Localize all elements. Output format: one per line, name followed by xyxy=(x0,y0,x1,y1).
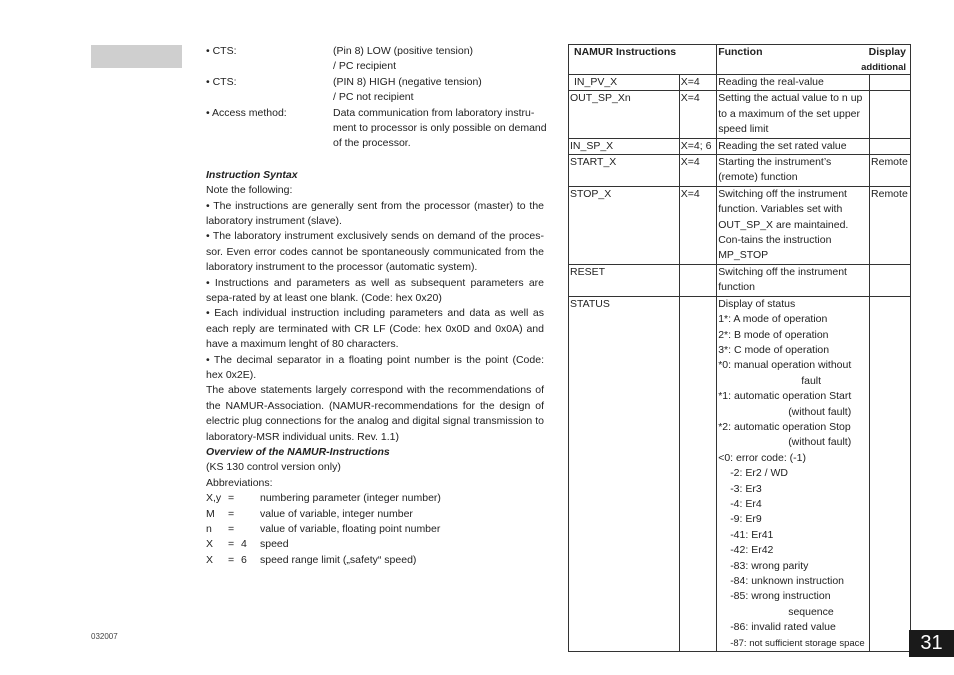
function-cell: Reading the real-value xyxy=(717,75,870,91)
display-cell xyxy=(870,75,911,91)
display-cell: Remote xyxy=(870,186,911,264)
syntax-intro: Note the following: xyxy=(206,184,293,197)
abbr-symbol: n xyxy=(206,523,212,536)
status-line: -83: wrong parity xyxy=(730,559,809,572)
access-label: • Access method: xyxy=(206,106,287,119)
instruction-syntax-heading: Instruction Syntax xyxy=(206,168,298,181)
page-number: 31 xyxy=(909,630,954,657)
function-cell: Setting the actual value to n up to a maximum of the set upper speed limit xyxy=(717,91,870,138)
status-line: (without fault) xyxy=(788,436,852,449)
syntax-bullet: • The instructions are generally sent from the processor (master) to the laboratory instrument (slave). xyxy=(206,199,544,227)
status-line: 2*: B mode of operation xyxy=(718,328,829,341)
param-cell: X=4 xyxy=(679,186,716,264)
status-line: -87: not sufficient storage space xyxy=(730,637,865,649)
access-row xyxy=(206,106,544,121)
status-line: Display of status xyxy=(718,297,796,310)
cts-value: (Pin 8) LOW (positive tension) xyxy=(333,45,474,57)
left-column xyxy=(206,44,547,568)
instruction-cell xyxy=(569,75,680,91)
status-line: *2: automatic operation Stop xyxy=(718,420,851,433)
instruction-name: IN_PV_X xyxy=(574,76,618,88)
param-cell xyxy=(679,296,716,651)
cts-low-row-2 xyxy=(206,59,544,74)
status-function-cell xyxy=(717,296,870,651)
status-line: 3*: C mode of operation xyxy=(718,343,830,356)
header-display-label: Display xyxy=(868,46,906,58)
syntax-bullet: • Instructions and parameters as well as subsequent parameters are sepa-rated by at least one blank. (Code: hex 0x20) xyxy=(206,276,544,304)
abbr-equals: = xyxy=(228,492,235,505)
instruction-cell: RESET xyxy=(569,264,680,296)
instruction-cell: START_X xyxy=(569,155,680,187)
param-cell: X=4 xyxy=(679,91,716,138)
abbreviation-row xyxy=(206,507,544,522)
display-cell: Remote xyxy=(870,155,911,187)
abbr-description: speed range limit („safety“ speed) xyxy=(260,553,417,566)
header-function-display xyxy=(717,45,911,75)
param-cell: X=4 xyxy=(679,155,716,187)
status-line: *1: automatic operation Start xyxy=(718,390,852,403)
abbreviation-row xyxy=(206,553,544,568)
status-line: -85: wrong instruction xyxy=(730,590,831,603)
instruction-cell: STOP_X xyxy=(569,186,680,264)
table-row xyxy=(569,264,911,296)
table-row xyxy=(569,186,911,264)
abbr-symbol: M xyxy=(206,507,215,520)
function-cell: Switching off the instrument function xyxy=(717,264,870,296)
overview-heading: Overview of the NAMUR-Instructions xyxy=(206,446,390,459)
status-line: -4: Er4 xyxy=(730,497,762,510)
status-line: -41: Er41 xyxy=(730,528,774,541)
abbr-number: 6 xyxy=(241,553,247,566)
status-line: -9: Er9 xyxy=(730,513,762,526)
section-marker-bar xyxy=(91,45,182,68)
display-cell xyxy=(870,138,911,154)
display-cell xyxy=(870,296,911,651)
abbreviation-row xyxy=(206,522,544,537)
abbr-equals: = xyxy=(228,523,235,536)
status-line: fault xyxy=(801,374,822,387)
access-row-2 xyxy=(206,121,547,136)
instruction-cell: OUT_SP_Xn xyxy=(569,91,680,138)
abbreviation-row xyxy=(206,491,544,506)
status-line: -2: Er2 / WD xyxy=(730,467,788,480)
table-row xyxy=(569,155,911,187)
status-line: sequence xyxy=(788,605,834,618)
cts-value: / PC not recipient xyxy=(333,91,414,104)
access-row-3 xyxy=(206,136,544,151)
abbr-symbol: X xyxy=(206,553,214,566)
status-row xyxy=(569,296,911,651)
status-line: -3: Er3 xyxy=(730,482,762,495)
cts-high-row xyxy=(206,75,544,90)
status-line: <0: error code: (-1) xyxy=(718,451,807,464)
header-display-sub: additional xyxy=(861,62,906,73)
access-text: Data communication from laboratory instru- xyxy=(333,106,535,119)
display-cell xyxy=(870,91,911,138)
abbr-equals: = xyxy=(228,538,235,551)
syntax-bullet: • The decimal separator in a floating point number is the point (Code: hex 0x2E). xyxy=(206,353,544,382)
table-row xyxy=(569,138,911,154)
abbr-description: value of variable, integer number xyxy=(260,507,413,520)
namur-instructions-table xyxy=(568,44,911,652)
function-cell: Starting the instrument’s (remote) function xyxy=(717,155,870,187)
abbr-description: speed xyxy=(260,538,289,551)
abbreviations-title: Abbreviations: xyxy=(206,476,273,489)
abbr-equals: = xyxy=(228,507,235,520)
header-function-label: Function xyxy=(718,46,763,58)
status-line: (without fault) xyxy=(788,405,852,418)
abbr-description: numbering parameter (integer number) xyxy=(260,492,441,505)
access-text: of the processor. xyxy=(333,137,411,150)
table-row xyxy=(569,91,911,138)
table-row xyxy=(569,75,911,91)
cts-high-row-2 xyxy=(206,90,544,105)
status-line: -86: invalid rated value xyxy=(730,621,836,634)
cts-value: / PC recipient xyxy=(333,60,397,73)
cts-label: • CTS: xyxy=(206,75,237,88)
access-text: ment to processor is only possible on demand xyxy=(333,121,547,134)
abbreviation-row xyxy=(206,537,544,552)
syntax-bullet: • Each individual instruction including parameters and data as well as each reply are terminated with CR LF (Code: hex 0x0D and 0x0A) and have a maximum lenght of 80 characters. xyxy=(206,307,544,351)
abbr-symbol: X,y xyxy=(206,492,222,505)
status-line: -42: Er42 xyxy=(730,544,774,557)
instruction-cell: STATUS xyxy=(569,296,680,651)
abbr-symbol: X xyxy=(206,538,214,551)
status-line: -84: unknown instruction xyxy=(730,575,845,587)
status-line: *0: manual operation without xyxy=(718,359,852,372)
syntax-closing: The above statements largely correspond with the recommendations of the NAMUR-Association. (NAMUR-recommendations for the design of electric plug connections for the analog and digital signal transmission to laboratory-MSR individual units. Rev. 1.1) xyxy=(206,384,544,443)
abbr-equals: = xyxy=(228,553,235,566)
cts-label: • CTS: xyxy=(206,45,237,57)
function-cell: Switching off the instrument function. Variables set with OUT_SP_X are maintained. Con-tains the instruction MP_STOP xyxy=(717,186,870,264)
document-number: 032007 xyxy=(91,632,118,641)
instruction-cell: IN_SP_X xyxy=(569,138,680,154)
table-header-row xyxy=(569,45,911,75)
cts-low-row xyxy=(206,44,544,59)
param-cell: X=4 xyxy=(679,75,716,91)
param-cell: X=4; 6 xyxy=(679,138,716,154)
header-instructions xyxy=(569,45,717,75)
overview-version: (KS 130 control version only) xyxy=(206,461,341,474)
cts-value: (PIN 8) HIGH (negative tension) xyxy=(333,75,482,88)
abbr-description: value of variable, floating point number xyxy=(260,523,441,536)
display-cell xyxy=(870,264,911,296)
abbr-number: 4 xyxy=(241,538,247,551)
status-line: 1*: A mode of operation xyxy=(718,313,828,326)
param-cell xyxy=(679,264,716,296)
function-cell: Reading the set rated value xyxy=(717,138,870,154)
syntax-bullet: • The laboratory instrument exclusively sends on demand of the proces-sor. Even error codes cannot be spontaneously communicated from the laboratory instrument to the processor (automatic system). xyxy=(206,230,544,274)
header-instructions-label: NAMUR Instructions xyxy=(574,46,677,58)
